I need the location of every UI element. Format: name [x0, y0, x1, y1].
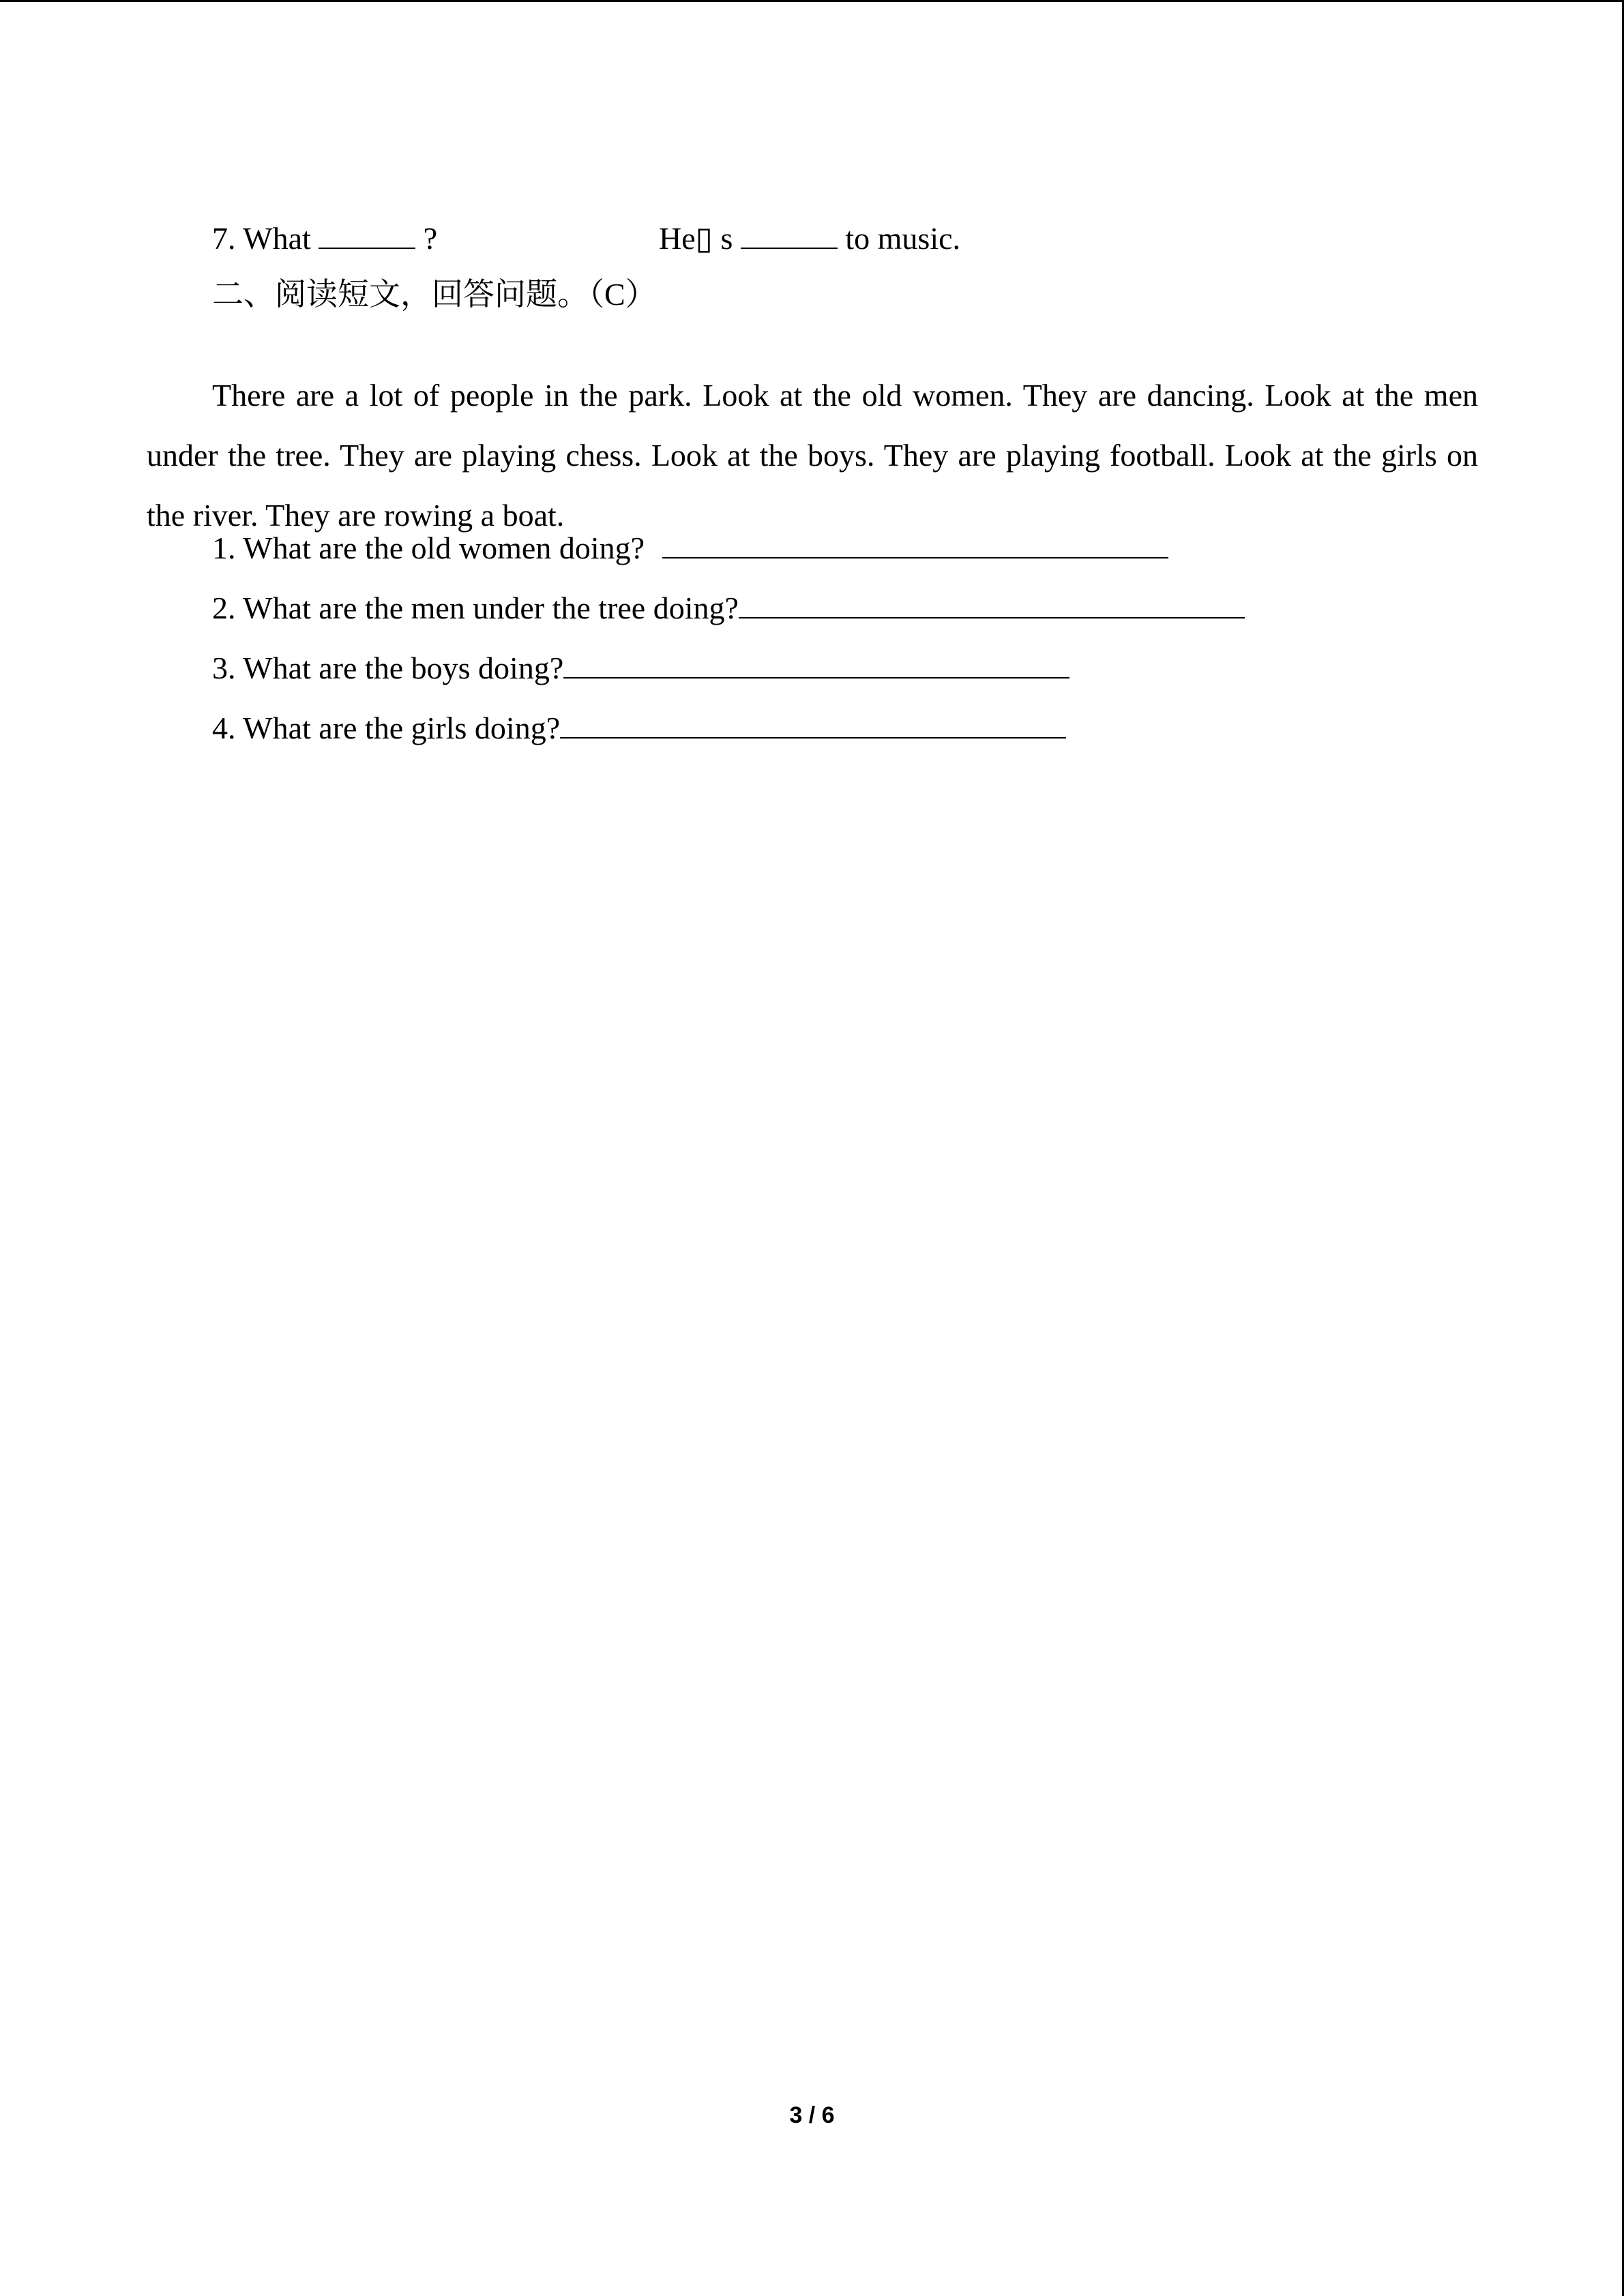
q7-response-tail: to music. — [845, 221, 961, 256]
question-text: 4. What are the girls doing? — [212, 711, 561, 745]
answer-blank[interactable] — [739, 590, 1245, 618]
question-7 — [212, 220, 961, 258]
answer-blank[interactable] — [662, 530, 1168, 558]
comprehension-questions — [212, 518, 1245, 758]
answer-blank[interactable] — [563, 650, 1069, 679]
question-text: 1. What are the old women doing? — [212, 531, 645, 565]
q7-answer-blank-1[interactable] — [319, 220, 415, 249]
section-title: 二、阅读短文，回答问题。（C） — [212, 277, 657, 312]
page-number: 3 / 6 — [789, 2102, 835, 2128]
q7-response-lead: He▯ s — [659, 221, 733, 256]
question-item — [212, 518, 1245, 578]
q7-answer-blank-2[interactable] — [741, 220, 838, 249]
page-top-border — [0, 0, 1624, 2]
q7-lead-text: 7. What — [212, 221, 311, 256]
question-item — [212, 698, 1245, 758]
question-text: 2. What are the men under the tree doing? — [212, 591, 739, 625]
reading-passage: There are a lot of people in the park. Look at the old women. They are dancing. Look at the men under the tree. They are playing chess. Look at the boys. They are playing football. Look at the girls on the river. They are rowing a boat. — [147, 378, 1478, 533]
question-item — [212, 638, 1245, 698]
q7-response — [659, 220, 960, 258]
q7-question-mark: ? — [423, 221, 438, 256]
question-item — [212, 578, 1245, 638]
answer-blank[interactable] — [560, 710, 1066, 739]
question-text: 3. What are the boys doing? — [212, 651, 564, 685]
